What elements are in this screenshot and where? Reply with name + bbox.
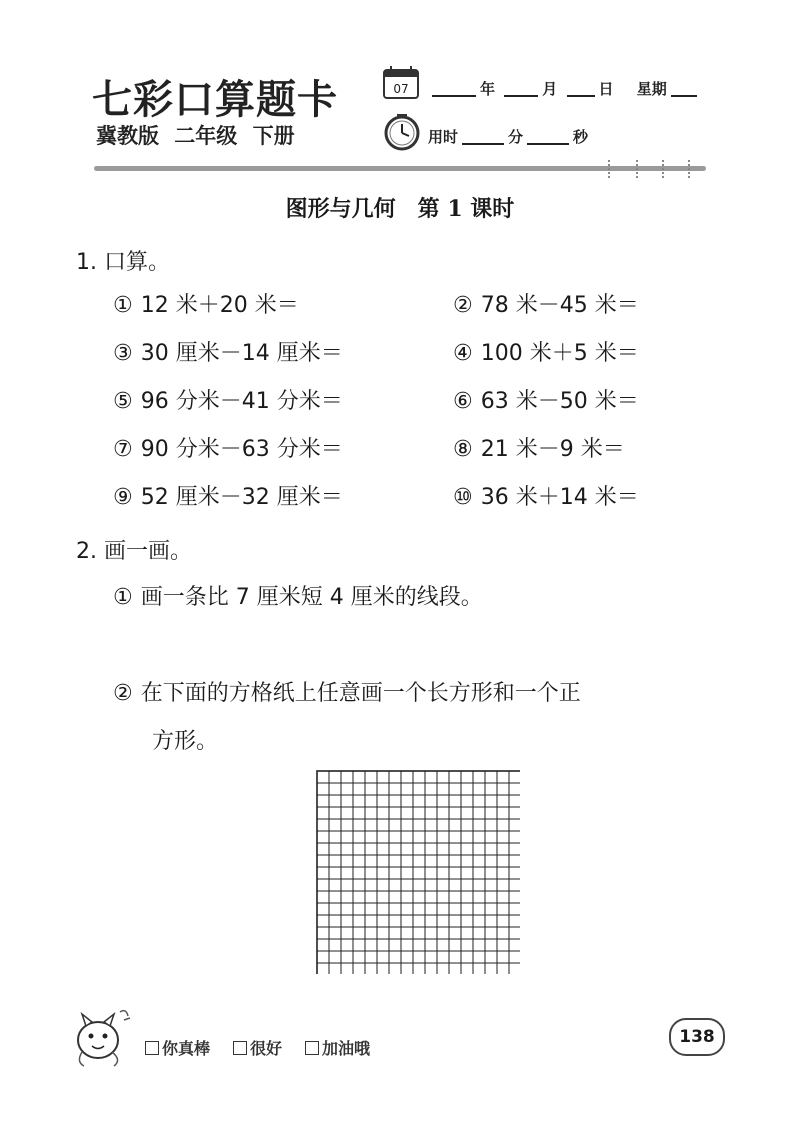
date-line <box>428 78 701 99</box>
checkbox[interactable] <box>233 1041 247 1055</box>
problem-item: ④ 100 米＋5 米＝ <box>453 341 639 366</box>
brand-title: 七彩口算题卡 <box>92 76 338 123</box>
weekday-label: 星期 <box>636 80 667 98</box>
grid-paper[interactable] <box>316 770 520 974</box>
problem-item: ③ 30 厘米－14 厘米＝ <box>113 341 343 366</box>
divider-ornament <box>662 160 668 178</box>
problem-item: ⑤ 96 分米－41 分米＝ <box>113 389 343 414</box>
mascot-icon <box>68 1006 138 1070</box>
section1-heading: 1. 口算。 <box>76 250 170 275</box>
divider-ornament <box>636 160 642 178</box>
edition-label: 冀教版 二年级 下册 <box>96 124 295 148</box>
clock-icon <box>382 112 422 152</box>
minutes-blank[interactable] <box>462 129 504 145</box>
problem-item: ⑧ 21 米－9 米＝ <box>453 437 625 462</box>
checkbox[interactable] <box>305 1041 319 1055</box>
divider-ornament <box>608 160 614 178</box>
checkbox[interactable] <box>145 1041 159 1055</box>
seconds-blank[interactable] <box>527 129 569 145</box>
grid-border <box>317 771 520 974</box>
header-divider <box>94 166 706 171</box>
time-line <box>428 126 588 147</box>
draw-task-line: ① 画一条比 7 厘米短 4 厘米的线段。 <box>113 585 483 610</box>
month-blank[interactable] <box>504 81 538 97</box>
seconds-label: 秒 <box>573 128 589 146</box>
minutes-label: 分 <box>508 128 524 146</box>
day-label: 日 <box>598 80 614 98</box>
problem-item: ⑩ 36 米＋14 米＝ <box>453 485 639 510</box>
calendar-icon <box>382 64 422 102</box>
problem-item: ⑦ 90 分米－63 分米＝ <box>113 437 343 462</box>
month-label: 月 <box>542 80 558 98</box>
calendar-day: 07 <box>393 82 409 96</box>
section2-heading: 2. 画一画。 <box>76 539 192 564</box>
year-blank[interactable] <box>432 81 476 97</box>
divider-ornament <box>688 160 694 178</box>
problem-item: ② 78 米－45 米＝ <box>453 293 639 318</box>
rating-option[interactable]: 加油哦 <box>305 1036 370 1059</box>
time-label: 用时 <box>428 128 459 146</box>
page-number: 138 <box>669 1018 725 1056</box>
problem-item: ⑨ 52 厘米－32 厘米＝ <box>113 485 343 510</box>
year-label: 年 <box>480 80 496 98</box>
problem-item: ⑥ 63 米－50 米＝ <box>453 389 639 414</box>
day-blank[interactable] <box>567 81 595 97</box>
draw-task-shapes-cont: 方形。 <box>152 729 219 754</box>
lesson-title: 图形与几何 第 1 课时 <box>285 196 515 222</box>
draw-task-shapes: ② 在下面的方格纸上任意画一个长方形和一个正 <box>113 681 581 706</box>
weekday-blank[interactable] <box>671 81 697 97</box>
problem-item: ① 12 米＋20 米＝ <box>113 293 299 318</box>
rating-option[interactable]: 你真棒 <box>145 1036 210 1059</box>
rating-option[interactable]: 很好 <box>233 1036 282 1059</box>
